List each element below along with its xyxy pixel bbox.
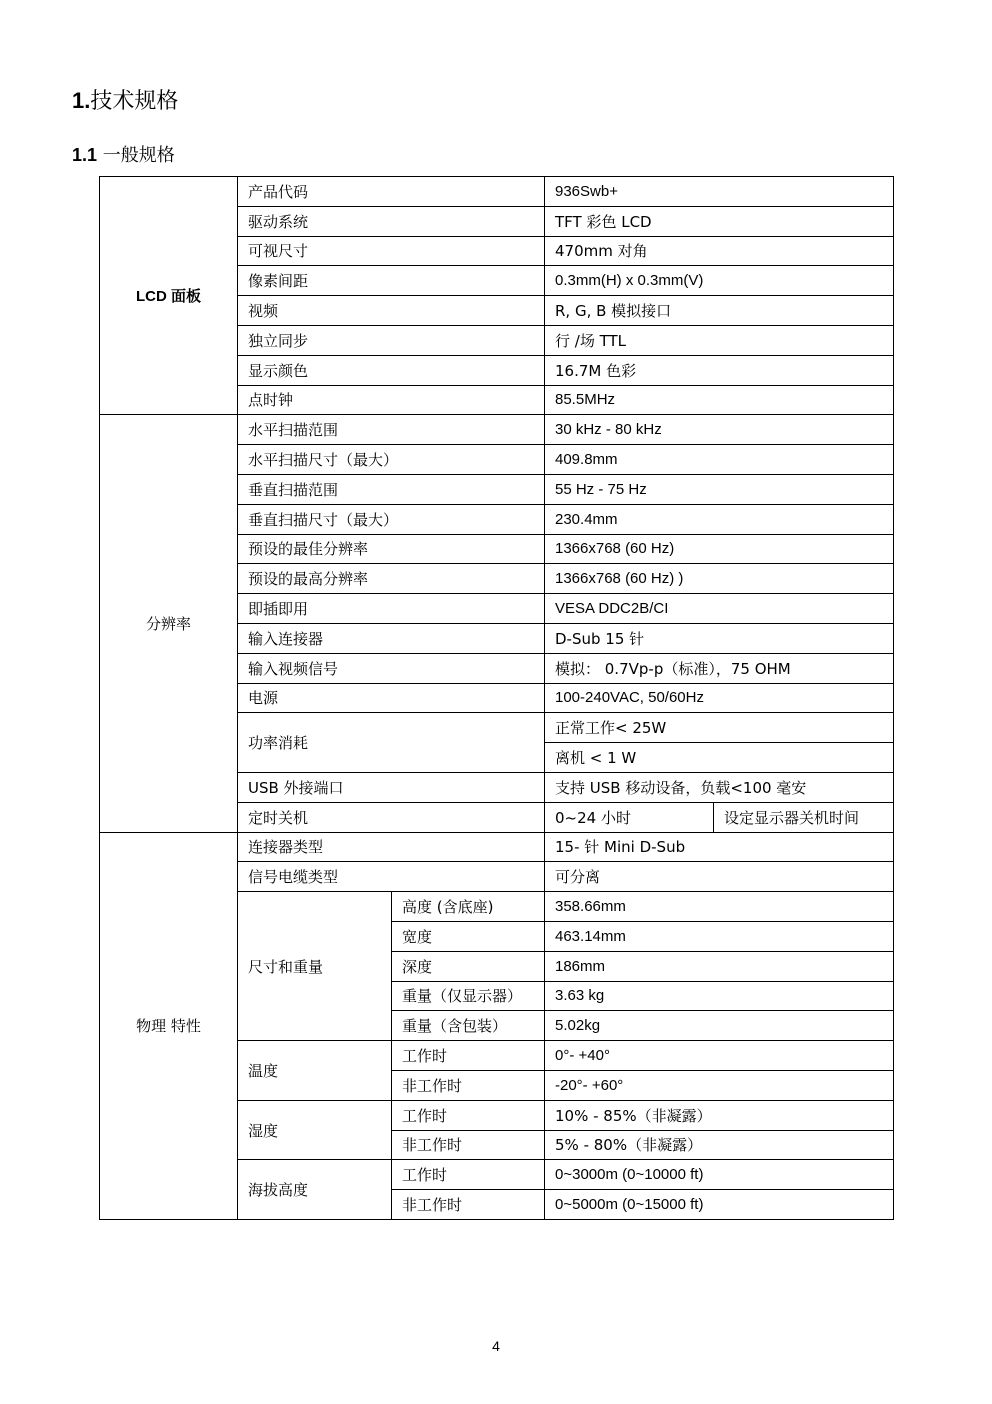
spec-label: 显示颜色 bbox=[238, 355, 545, 385]
spec-value: 0~3000m (0~10000 ft) bbox=[545, 1160, 894, 1190]
spec-value: 230.4mm bbox=[545, 504, 894, 534]
spec-label: 驱动系统 bbox=[238, 206, 545, 236]
spec-label: 像素间距 bbox=[238, 266, 545, 296]
spec-sublabel: 非工作时 bbox=[392, 1190, 545, 1220]
group-resolution: 分辨率 bbox=[100, 415, 238, 832]
spec-value: 358.66mm bbox=[545, 892, 894, 922]
group-lcd-panel: LCD 面板 bbox=[100, 177, 238, 415]
spec-label: 视频 bbox=[238, 296, 545, 326]
spec-value: 15- 针 Mini D-Sub bbox=[545, 832, 894, 862]
spec-label: 信号电缆类型 bbox=[238, 862, 545, 892]
spec-label: 电源 bbox=[238, 683, 545, 713]
subsection-heading: 1.1 一般规格 bbox=[72, 145, 175, 166]
spec-sublabel: 宽度 bbox=[392, 921, 545, 951]
spec-sublabel: 非工作时 bbox=[392, 1130, 545, 1160]
spec-label: 垂直扫描尺寸（最大） bbox=[238, 504, 545, 534]
spec-label: 尺寸和重量 bbox=[238, 892, 392, 1041]
spec-value: 1366x768 (60 Hz) bbox=[545, 534, 894, 564]
spec-value: 470mm 对角 bbox=[545, 236, 894, 266]
spec-label: 可视尺寸 bbox=[238, 236, 545, 266]
spec-sublabel: 非工作时 bbox=[392, 1070, 545, 1100]
spec-value: 30 kHz - 80 kHz bbox=[545, 415, 894, 445]
spec-value: 模拟： 0.7Vp-p（标准），75 OHM bbox=[545, 653, 894, 683]
spec-table bbox=[99, 176, 894, 1220]
spec-value: -20°- +60° bbox=[545, 1070, 894, 1100]
spec-sublabel: 工作时 bbox=[392, 1041, 545, 1071]
table-row bbox=[100, 415, 894, 445]
table-row bbox=[100, 177, 894, 207]
section-heading: 1.技术规格 bbox=[72, 88, 179, 114]
spec-value: 186mm bbox=[545, 951, 894, 981]
spec-label: 海拔高度 bbox=[238, 1160, 392, 1220]
spec-label: 水平扫描范围 bbox=[238, 415, 545, 445]
spec-value: 0.3mm(H) x 0.3mm(V) bbox=[545, 266, 894, 296]
page-number: 4 bbox=[492, 1338, 500, 1354]
spec-value: D-Sub 15 针 bbox=[545, 623, 894, 653]
spec-value: 3.63 kg bbox=[545, 981, 894, 1011]
spec-value: 正常工作< 25W bbox=[545, 713, 894, 743]
spec-sublabel: 重量（含包装） bbox=[392, 1011, 545, 1041]
spec-label: USB 外接端口 bbox=[238, 772, 545, 802]
group-physical: 物理 特性 bbox=[100, 832, 238, 1219]
spec-sublabel: 重量（仅显示器） bbox=[392, 981, 545, 1011]
spec-value: 5.02kg bbox=[545, 1011, 894, 1041]
spec-value: 463.14mm bbox=[545, 921, 894, 951]
spec-value: 85.5MHz bbox=[545, 385, 894, 415]
spec-value: 0~5000m (0~15000 ft) bbox=[545, 1190, 894, 1220]
spec-value: TFT 彩色 LCD bbox=[545, 206, 894, 236]
spec-value: 10% - 85%（非凝露） bbox=[545, 1100, 894, 1130]
spec-value: 1366x768 (60 Hz) ) bbox=[545, 564, 894, 594]
spec-value: 409.8mm bbox=[545, 445, 894, 475]
spec-label: 水平扫描尺寸（最大） bbox=[238, 445, 545, 475]
spec-label: 输入视频信号 bbox=[238, 653, 545, 683]
table-row bbox=[100, 832, 894, 862]
spec-label: 垂直扫描范围 bbox=[238, 474, 545, 504]
spec-label: 功率消耗 bbox=[238, 713, 545, 773]
spec-sublabel: 工作时 bbox=[392, 1100, 545, 1130]
spec-label: 连接器类型 bbox=[238, 832, 545, 862]
spec-sublabel: 深度 bbox=[392, 951, 545, 981]
spec-label: 独立同步 bbox=[238, 325, 545, 355]
spec-value: R, G, B 模拟接口 bbox=[545, 296, 894, 326]
spec-label: 输入连接器 bbox=[238, 623, 545, 653]
spec-label: 即插即用 bbox=[238, 594, 545, 624]
spec-label: 点时钟 bbox=[238, 385, 545, 415]
spec-value: 0°- +40° bbox=[545, 1041, 894, 1071]
spec-value: 55 Hz - 75 Hz bbox=[545, 474, 894, 504]
spec-value: 5% - 80%（非凝露） bbox=[545, 1130, 894, 1160]
spec-value: 0~24 小时 bbox=[545, 802, 714, 832]
spec-value: 936Swb+ bbox=[545, 177, 894, 207]
spec-label: 湿度 bbox=[238, 1100, 392, 1160]
spec-label: 温度 bbox=[238, 1041, 392, 1101]
spec-label: 定时关机 bbox=[238, 802, 545, 832]
spec-value: 支持 USB 移动设备，负载<100 毫安 bbox=[545, 772, 894, 802]
spec-note: 设定显示器关机时间 bbox=[714, 802, 894, 832]
spec-value: 离机 < 1 W bbox=[545, 743, 894, 773]
spec-value: 16.7M 色彩 bbox=[545, 355, 894, 385]
spec-value: 100-240VAC, 50/60Hz bbox=[545, 683, 894, 713]
spec-value: 可分离 bbox=[545, 862, 894, 892]
spec-value: VESA DDC2B/CI bbox=[545, 594, 894, 624]
spec-label: 预设的最佳分辨率 bbox=[238, 534, 545, 564]
spec-sublabel: 高度 (含底座) bbox=[392, 892, 545, 922]
spec-value: 行 /场 TTL bbox=[545, 325, 894, 355]
spec-sublabel: 工作时 bbox=[392, 1160, 545, 1190]
spec-label: 产品代码 bbox=[238, 177, 545, 207]
spec-label: 预设的最高分辨率 bbox=[238, 564, 545, 594]
